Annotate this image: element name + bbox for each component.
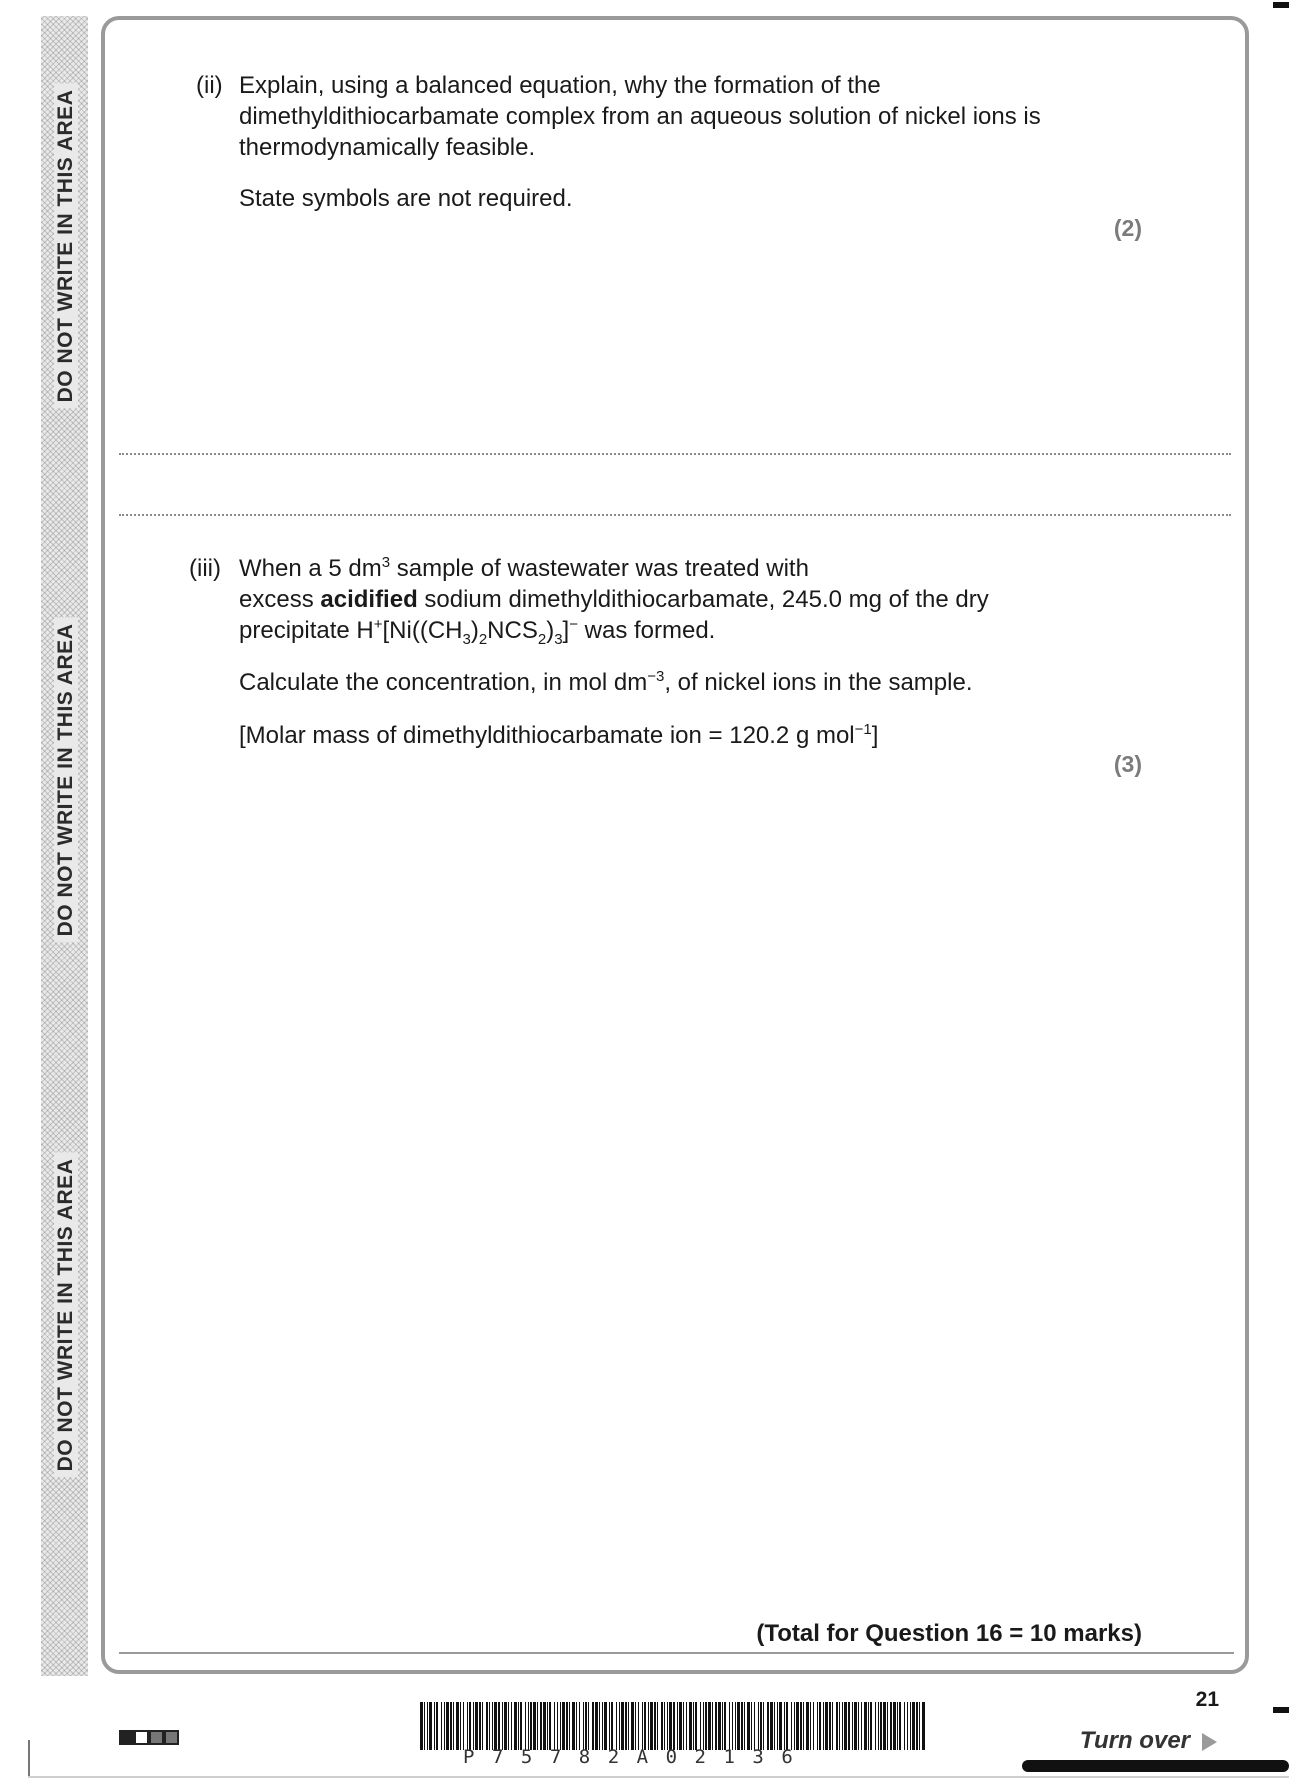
margin-warning-text: DO NOT WRITE IN THIS AREA bbox=[54, 84, 78, 409]
question-text-line: Explain, using a balanced equation, why the formation of the bbox=[239, 72, 881, 99]
question-number: (ii) bbox=[196, 72, 223, 99]
question-text-line: thermodynamically feasible. bbox=[239, 134, 536, 161]
crop-mark bbox=[1273, 2, 1289, 8]
question-text-line: precipitate $H^+[Ni((CH_3)_2NCS_2)_3]^-$ was formed. bbox=[239, 616, 716, 648]
total-rule bbox=[119, 1652, 1234, 1654]
marks-label: (3) bbox=[1113, 751, 1142, 777]
question-text-line: dimethyldithiocarbamate complex from an aqueous solution of nickel ions is bbox=[239, 103, 1041, 130]
marks-label: (2) bbox=[1113, 215, 1142, 241]
barcode-bar bbox=[922, 1702, 925, 1750]
play-arrow-icon bbox=[1202, 1733, 1217, 1751]
question-total: (Total for Question 16 = 10 marks) bbox=[756, 1620, 1142, 1647]
crop-mark bbox=[28, 1740, 30, 1776]
molar-mass-data: [Molar mass of dimethyldithiocarbamate ion = 120.2 g mol$^{-1}$] bbox=[239, 721, 879, 749]
barcode-number: P75782A02136 bbox=[463, 1746, 811, 1768]
turn-over-label: Turn over bbox=[1080, 1727, 1217, 1755]
question-instruction: Calculate the concentration, in mol $dm^{-3}$, of nickel ions in the sample. bbox=[239, 668, 973, 696]
question-note: State symbols are not required. bbox=[239, 185, 573, 212]
page-marker-squares bbox=[119, 1730, 179, 1745]
crop-mark bbox=[1273, 1707, 1289, 1713]
bottom-bar bbox=[1022, 1760, 1289, 1772]
answer-box-frame bbox=[101, 16, 1249, 1674]
question-text-line: excess acidified sodium dimethyldithiocarbamate, 245.0 mg of the dry bbox=[239, 586, 989, 613]
question-number: (iii) bbox=[189, 555, 221, 582]
page-number: 21 bbox=[1195, 1688, 1219, 1711]
question-text-line: When a 5 $dm^3$ sample of wastewater was treated with bbox=[239, 554, 809, 582]
answer-line[interactable] bbox=[119, 514, 1231, 516]
bottom-edge-line bbox=[28, 1776, 1289, 1778]
margin-warning-text: DO NOT WRITE IN THIS AREA bbox=[54, 1153, 78, 1478]
barcode bbox=[420, 1702, 930, 1750]
margin-warning-text: DO NOT WRITE IN THIS AREA bbox=[54, 618, 78, 943]
answer-line[interactable] bbox=[119, 453, 1231, 455]
